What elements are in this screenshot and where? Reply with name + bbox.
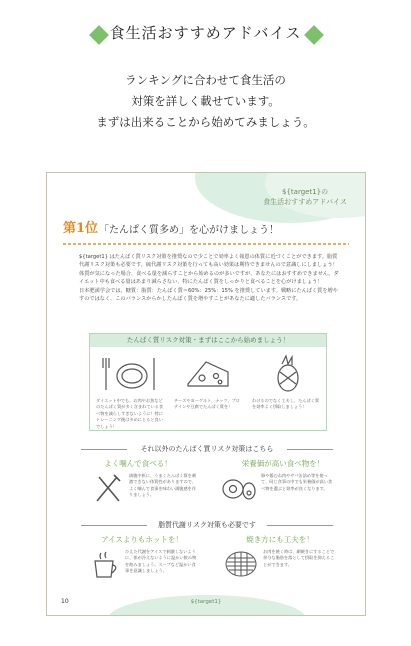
section2-right-text: 卵や鶏むね肉やサバ缶詰め等を使って、同じ食事の中でも栄養価が高い食べ物を選ぶと効率が良くなります。	[261, 473, 333, 491]
rank-badge: 第1位	[63, 221, 99, 236]
section3-line-left	[81, 525, 147, 526]
advice-item-1: ダイエット中でも、お肉やお魚などのたんぱく質が多く含まれている食べ物を減らしすぎないように！特にトレーニング後は多めにとると良いでしょう！	[96, 398, 164, 429]
cheese-icon	[178, 354, 238, 394]
steak-icon	[100, 354, 160, 394]
report-page-preview	[46, 172, 366, 616]
section2-line-left	[81, 449, 127, 450]
grill-icon	[223, 549, 259, 579]
body-paragraph-3: 日本肥満学会では、糖質：脂質：たんぱく質＝60%：25%：15% を推奨しています。戦略にたんぱく質を増やすのではなく、このバランスからかしたんぱく質を増やすことがあなたに適したバランスです。	[79, 287, 338, 303]
corner-title	[263, 187, 347, 207]
fork-knife-icon	[91, 471, 125, 505]
section2-left-title: よく噛んで食べる！	[104, 459, 172, 468]
section2-line-right	[287, 449, 333, 450]
intro-line-2: 対策を詳しく載せています。	[131, 94, 280, 108]
section3-line-right	[267, 525, 333, 526]
intro-line-1: ランキングに合わせて食生活の	[125, 73, 286, 87]
section2-right-title: 栄養価が高い食べ物を！	[241, 459, 325, 468]
body-paragraph-1: ${target1} はたんぱく質リスク対策を推奨なので少ことで効率よく報恩の体質に近づくことができます。脂質代謝リスク対策も必要です。硫代謝リスク対策を行っても高い効果は期待できませんので意識しにしましょう！	[79, 254, 338, 269]
advice-item-3: わけるのでなく工夫し、たんぱく質を効率よく摂取しましょう！	[252, 398, 320, 410]
section2-title: それ以外のたんぱく質リスク対策はこちら	[140, 445, 274, 453]
hot-drink-icon	[91, 549, 121, 581]
egg-avocado-icon	[221, 473, 257, 503]
section2-left-text: 満腹中枢に、うまくたんぱく質を刺激できない体質性がありますので、よく噛んで食事を味わい満腹感を作りましょう。	[129, 473, 197, 498]
rank-title: 「たんぱく質多め」を心がけましょう！	[99, 225, 279, 236]
corner-title-line-1: ${target1}の	[282, 188, 329, 196]
intro-text	[0, 70, 411, 133]
rank-underline	[63, 243, 349, 245]
intro-line-3: まずは出来ることから始めてみましょう。	[96, 115, 315, 129]
header-title: 食生活おすすめアドバイス	[109, 24, 302, 42]
advice-item-2: チーズやヨーグルト、ナッツ、プロテインや豆腐でたんぱく質を！	[174, 398, 240, 410]
footer-text: ${target1}	[190, 599, 222, 605]
pineapple-icon	[258, 354, 318, 394]
rank-body-text	[79, 253, 341, 303]
page-number: 10	[61, 598, 69, 605]
section3-title: 脂質代謝リスク対策も必要です	[158, 521, 256, 529]
section3-right-title: 焼き方にも工夫を！	[246, 535, 314, 544]
body-paragraph-2: 体質が気になった場合、食べる量を減らすことから始めるのが多いですが、あなたにはおすすめできません。ダイエット中も食べる量はあまり減らさない、特にたんぱく質をしっかりと食べることを心がけましょう！	[79, 270, 339, 286]
section3-right-text: お肉を焼く時は、網焼きにすることで余分な脂肪を落として摂取を抑えることができます。	[263, 549, 335, 567]
section3-left-title: アイスよりもホットを！	[101, 535, 183, 544]
advice-box	[89, 333, 327, 431]
corner-title-line-2: 食生活おすすめアドバイス	[263, 198, 347, 206]
advice-box-title: たんぱく質リスク対策・まずはここから始めましょう！	[90, 334, 326, 347]
section3-left-text: ひえた代謝をアイスで刺激しないように、体が冷えないように温かい飲み物を飲みましょう。スープなど温かい食事を意識しましょう。	[125, 549, 197, 574]
